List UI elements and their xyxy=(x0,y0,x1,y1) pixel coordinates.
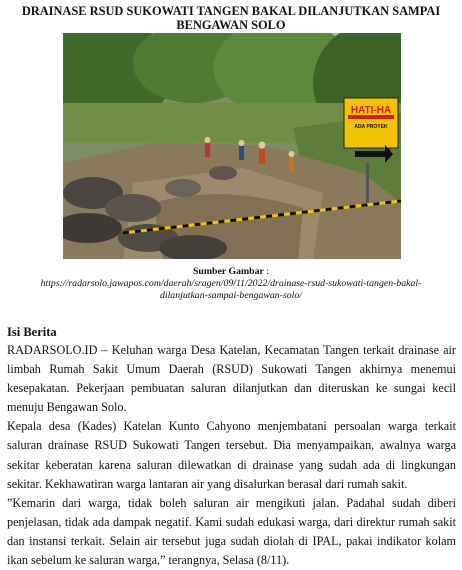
caption-source-label: Sumber Gambar xyxy=(192,266,264,277)
article-title-line-1: DRAINASE RSUD SUKOWATI TANGEN BAKAL DILANJUTKAN SAMPAI xyxy=(21,4,441,18)
caption-separator: : xyxy=(263,266,270,277)
paragraph: Kepala desa (Kades) Katelan Kunto Cahyono menjembatani persoalan warga terkait saluran drainase RSUD Sukowati Tangen tersebut. Dia menyampaikan, awalnya warga sekitar keberatan karena saluran dilewatkan di drainase yang sudah ada di lingkungan sekitar. Kekhawatiran warga lantaran air yang disalurkan berasal dari rumah sakit. xyxy=(7,419,456,491)
paragraph: RADARSOLO.ID – Keluhan warga Desa Katelan, Kecamatan Tangen terkait drainase air limbah Rumah Sakit Umum Daerah (RSUD) Sukowati Tangen akhirnya menemui kesepakatan. Pekerjaan pembuatan saluran dilanjutkan dan diteruskan ke sungai kecil menuju Bengawan Solo. xyxy=(7,343,456,415)
caption-source-line xyxy=(14,266,448,278)
construction-site-illustration xyxy=(63,33,401,259)
article-body xyxy=(7,341,456,570)
paragraph: ”Kemarin dari warga, tidak boleh saluran air mengikuti jalan. Padahal sudah diberi penjelasan, tidak ada dampak negatif. Kami sudah edukasi warga, dari direktur rumah sakit dan instansi terkait. Selain air tersebut juga sudah diolah di IPAL, pakai indikator kolam ikan sebelum ke saluran warga,” terangnya, Selasa (8/11). xyxy=(7,495,456,568)
sign-subtext: ADA PROYEK xyxy=(354,124,388,130)
article-photo xyxy=(63,33,401,259)
article-title xyxy=(20,4,442,32)
section-heading: Isi Berita xyxy=(7,325,57,339)
caption-url-line-1: https://radarsolo.jawapos.com/daerah/sragen/09/11/2022/drainase-rsud-sukowati-tangen-bakal- xyxy=(40,278,422,289)
caption-url-line-2: dilanjutkan-sampai-bengawan-solo/ xyxy=(159,290,303,301)
image-caption xyxy=(14,266,448,302)
sign-text: HATI-HA xyxy=(350,105,392,116)
article-title-line-2: BENGAWAN SOLO xyxy=(176,18,286,32)
